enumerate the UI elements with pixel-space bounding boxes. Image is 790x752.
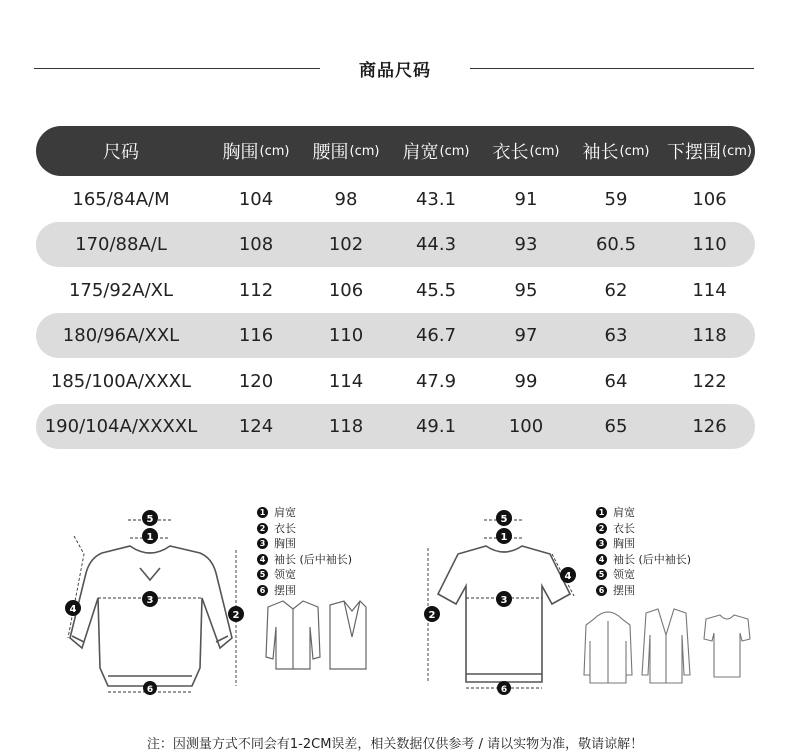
cell-size: 165/84A/M <box>72 189 170 210</box>
cell-sleeve: 59 <box>604 189 628 210</box>
table-row <box>36 404 755 449</box>
cell-sleeve: 63 <box>604 325 628 346</box>
cell-length: 95 <box>514 280 538 301</box>
cell-chest: 108 <box>238 234 274 255</box>
table-row <box>36 313 755 358</box>
cell-size: 190/104A/XXXXL <box>44 416 198 437</box>
marker-shoulder: 1 <box>500 532 508 543</box>
legend-right <box>596 505 691 598</box>
cell-hem: 106 <box>692 189 727 210</box>
tshirt-illustration <box>420 498 590 698</box>
cell-length: 91 <box>514 189 538 210</box>
header-waist: 腰围 (cm) <box>312 142 380 163</box>
header-length: 衣长 (cm) <box>492 142 560 163</box>
legend-item: 2 衣长 <box>596 521 691 537</box>
legend-item: 5 领宽 <box>257 567 352 583</box>
legend-item: 4 袖长 (后中袖长) <box>257 552 352 568</box>
header-chest: 胸围 (cm) <box>222 142 290 163</box>
marker-chest: 3 <box>146 595 154 606</box>
cell-length: 97 <box>514 325 538 346</box>
sweatshirt-illustration <box>60 498 250 698</box>
header-shoulder: 肩宽 (cm) <box>402 142 470 163</box>
cell-waist: 114 <box>328 371 364 392</box>
cell-shoulder: 43.1 <box>415 189 457 210</box>
marker-length: 2 <box>232 610 240 621</box>
cell-sleeve: 64 <box>604 371 628 392</box>
cell-waist: 118 <box>328 416 364 437</box>
cell-chest: 112 <box>238 280 274 301</box>
marker-length: 2 <box>428 610 436 621</box>
legend-left <box>257 505 352 598</box>
jacket-illustrations <box>258 597 368 677</box>
cell-sleeve: 62 <box>604 280 628 301</box>
cell-length: 100 <box>508 416 544 437</box>
legend-item: 1 肩宽 <box>596 505 691 521</box>
marker-shoulder: 1 <box>146 532 154 543</box>
cell-chest: 104 <box>238 189 274 210</box>
table-row <box>36 222 755 267</box>
tshirt-diagram <box>420 498 590 698</box>
cell-hem: 110 <box>692 234 727 255</box>
cell-size: 180/96A/XXL <box>62 325 180 346</box>
marker-chest: 3 <box>500 595 508 606</box>
legend-item: 4 袖长 (后中袖长) <box>596 552 691 568</box>
marker-sleeve: 4 <box>69 604 77 615</box>
cell-shoulder: 47.9 <box>415 371 457 392</box>
table-row <box>36 177 755 222</box>
footer-note: 注：因测量方式不同会有1-2CM误差，相关数据仅供参考 / 请以实物为准，敬请谅解！ <box>146 737 644 752</box>
cell-sleeve: 65 <box>604 416 628 437</box>
cell-sleeve: 60.5 <box>595 234 637 255</box>
marker-hem: 6 <box>500 685 508 695</box>
legend-item: 1 肩宽 <box>257 505 352 521</box>
header-size: 尺码 <box>103 142 139 163</box>
marker-hem: 6 <box>146 685 154 695</box>
cell-waist: 106 <box>328 280 364 301</box>
cell-hem: 118 <box>692 325 727 346</box>
cell-chest: 120 <box>238 371 274 392</box>
legend-item: 5 领宽 <box>596 567 691 583</box>
cell-chest: 116 <box>238 325 274 346</box>
header-hem: 下摆围 (cm) <box>667 142 752 163</box>
cell-hem: 126 <box>692 416 727 437</box>
legend-item: 3 胸围 <box>596 536 691 552</box>
legend-item: 2 衣长 <box>257 521 352 537</box>
section-title: 商品尺码 <box>359 61 431 81</box>
hoodie-cardigan-tee-icons <box>582 605 752 687</box>
cell-waist: 98 <box>334 189 358 210</box>
cell-size: 170/88A/L <box>75 234 167 255</box>
cell-hem: 114 <box>692 280 727 301</box>
cell-size: 185/100A/XXXL <box>50 371 192 392</box>
cell-length: 99 <box>514 371 538 392</box>
table-row <box>36 268 755 313</box>
size-table-header <box>36 126 755 176</box>
cell-hem: 122 <box>692 371 727 392</box>
legend-item: 6 摆围 <box>596 583 691 599</box>
title-divider-left <box>34 68 320 69</box>
section-title-row <box>0 56 790 80</box>
table-row <box>36 359 755 404</box>
marker-neck-width: 5 <box>146 514 154 525</box>
title-divider-right <box>470 68 754 69</box>
cell-shoulder: 46.7 <box>415 325 457 346</box>
sweatshirt-diagram <box>60 498 250 698</box>
cell-shoulder: 44.3 <box>415 234 457 255</box>
header-sleeve: 袖长 (cm) <box>582 142 650 163</box>
marker-sleeve: 4 <box>564 571 572 582</box>
legend-item: 3 胸围 <box>257 536 352 552</box>
marker-neck-width: 5 <box>500 514 508 525</box>
legend-item: 6 摆围 <box>257 583 352 599</box>
jacket-icon <box>258 597 368 677</box>
cell-waist: 110 <box>328 325 364 346</box>
cell-shoulder: 49.1 <box>415 416 457 437</box>
garment-illustrations <box>582 605 752 687</box>
cell-shoulder: 45.5 <box>415 280 457 301</box>
cell-chest: 124 <box>238 416 274 437</box>
cell-size: 175/92A/XL <box>68 280 174 301</box>
cell-waist: 102 <box>328 234 364 255</box>
cell-length: 93 <box>514 234 538 255</box>
